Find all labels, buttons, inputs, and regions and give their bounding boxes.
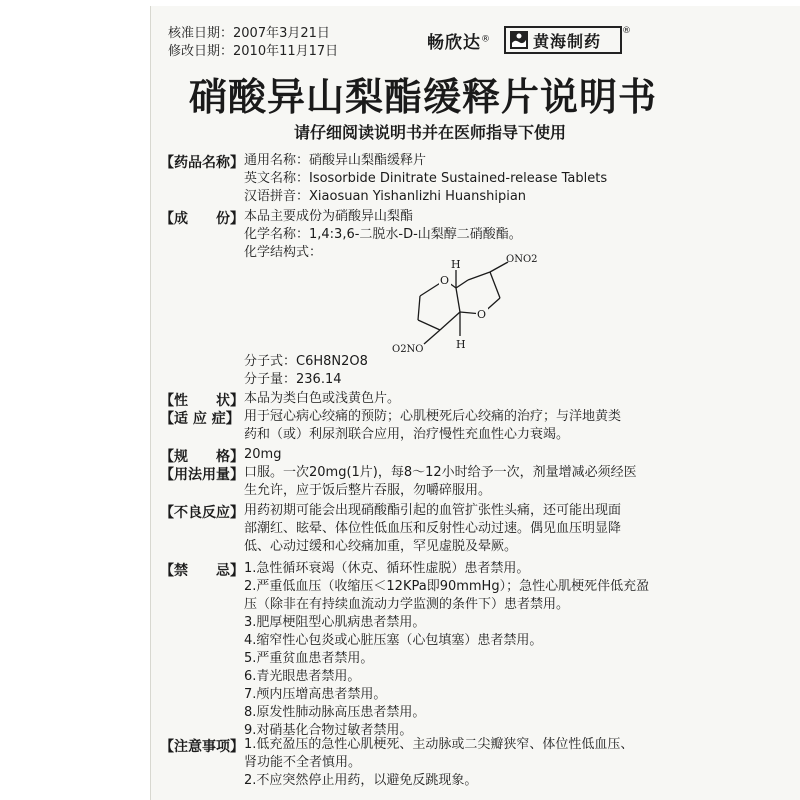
company-logo bbox=[504, 26, 622, 54]
contraindication-item: 7.颅内压增高患者禁用。 bbox=[244, 687, 387, 702]
section-label: 【禁 忌】 bbox=[160, 563, 244, 579]
chemical-structure-diagram bbox=[390, 248, 560, 358]
indications-line: 用于冠心病心绞痛的预防；心肌梗死后心绞痛的治疗；与洋地黄类 bbox=[244, 409, 622, 424]
specification-text: 20mg bbox=[244, 447, 282, 462]
indications-line: 药和（或）利尿剂联合应用，治疗慢性充血性心力衰竭。 bbox=[244, 427, 570, 442]
product-logo bbox=[427, 28, 491, 53]
section-label: 【注意事项】 bbox=[160, 739, 244, 755]
ono2-top-label: ONO2 bbox=[506, 254, 538, 265]
section-label: 【性 状】 bbox=[160, 393, 244, 409]
section-label: 【适 应 症】 bbox=[160, 411, 240, 427]
adverse-line: 部潮红、眩晕、体位性低血压和反射性心动过速。偶见血压明显降 bbox=[244, 521, 622, 536]
revision-date-value: 2010年11月17日 bbox=[233, 44, 339, 59]
precaution-line: 肾功能不全者慎用。 bbox=[244, 755, 362, 770]
section-label: 【不良反应】 bbox=[160, 505, 244, 521]
ring-oxygen-left: O bbox=[440, 274, 450, 287]
molecular-weight: 分子量：236.14 bbox=[244, 372, 342, 387]
contraindication-item: 6.青光眼患者禁用。 bbox=[244, 669, 361, 684]
document-subtitle: 请仔细阅读说明书并在医师指导下使用 bbox=[293, 123, 566, 142]
section-label: 【药品名称】 bbox=[160, 155, 244, 171]
pinyin-name: 汉语拼音：Xiaosuan Yishanlizhi Huanshipian bbox=[244, 189, 527, 204]
contraindication-item: 3.肥厚梗阻型心肌病患者禁用。 bbox=[244, 615, 426, 630]
h-top-label: H bbox=[451, 258, 461, 271]
product-logo-text: 畅欣达 bbox=[427, 33, 481, 53]
section-label: 【成 份】 bbox=[160, 211, 244, 227]
adverse-line: 低、心动过缓和心绞痛加重，罕见虚脱及晕厥。 bbox=[244, 539, 518, 554]
dosage-line: 生允许，应于饭后整片吞服，勿嚼碎服用。 bbox=[244, 483, 492, 498]
company-emblem-icon bbox=[509, 30, 529, 50]
contraindication-item: 5.严重贫血患者禁用。 bbox=[244, 651, 374, 666]
approval-date-value: 2007年3月21日 bbox=[233, 26, 330, 41]
approval-date-line bbox=[168, 22, 330, 41]
contraindication-item: 4.缩窄性心包炎或心脏压塞（心包填塞）患者禁用。 bbox=[244, 633, 543, 648]
section-drug-name bbox=[160, 152, 660, 212]
contraindication-item: 8.原发性肺动脉高压患者禁用。 bbox=[244, 705, 426, 720]
contraindication-item: 压（除非在有持续血流动力学监测的条件下）患者禁用。 bbox=[244, 597, 570, 612]
revision-date-line bbox=[168, 40, 338, 59]
dosage-line: 口服。一次20mg(1片)，每8～12小时给予一次，剂量增减必须经医 bbox=[244, 465, 637, 480]
section-label: 【规 格】 bbox=[160, 449, 244, 465]
english-name: 英文名称：Isosorbide Dinitrate Sustained-release Tablets bbox=[244, 171, 608, 186]
company-name: 黄海制药 bbox=[533, 31, 602, 51]
contraindication-item: 1.急性循环衰竭（休克、循环性虚脱）患者禁用。 bbox=[244, 561, 530, 576]
ring-oxygen-right: O bbox=[477, 308, 487, 321]
product-logo-reg: ® bbox=[481, 34, 491, 45]
o2no-label: O2NO bbox=[392, 344, 424, 355]
main-ingredient: 本品主要成份为硝酸异山梨酯 bbox=[244, 209, 414, 224]
approval-date-label: 核准日期： bbox=[168, 26, 234, 41]
contraindication-item: 9.对硝基化合物过敏者禁用。 bbox=[244, 723, 413, 738]
structure-caption: 化学结构式： bbox=[244, 245, 323, 260]
section-label: 【用法用量】 bbox=[160, 467, 244, 483]
company-reg-mark: ® bbox=[622, 26, 631, 36]
document-title: 硝酸异山梨酯缓释片说明书 bbox=[188, 74, 657, 119]
h-bottom-label: H bbox=[456, 338, 466, 351]
adverse-line: 用药初期可能会出现硝酸酯引起的血管扩张性头痛，还可能出现面 bbox=[244, 503, 622, 518]
chemical-name: 化学名称：1,4:3,6-二脱水-D-山梨醇二硝酸酯。 bbox=[244, 227, 522, 242]
molecular-formula: 分子式：C6H8N2O8 bbox=[244, 354, 368, 369]
properties-text: 本品为类白色或浅黄色片。 bbox=[244, 391, 401, 406]
revision-date-label: 修改日期： bbox=[168, 44, 234, 59]
precaution-line: 2.不应突然停止用药，以避免反跳现象。 bbox=[244, 773, 478, 788]
precaution-line: 1.低充盈压的急性心肌梗死、主动脉或二尖瓣狭窄、体位性低血压、 bbox=[244, 737, 634, 752]
contraindication-item: 2.严重低血压（收缩压＜12KPa即90mmHg）；急性心肌梗死伴低充盈 bbox=[244, 579, 650, 594]
generic-name: 通用名称：硝酸异山梨酯缓释片 bbox=[244, 153, 427, 168]
